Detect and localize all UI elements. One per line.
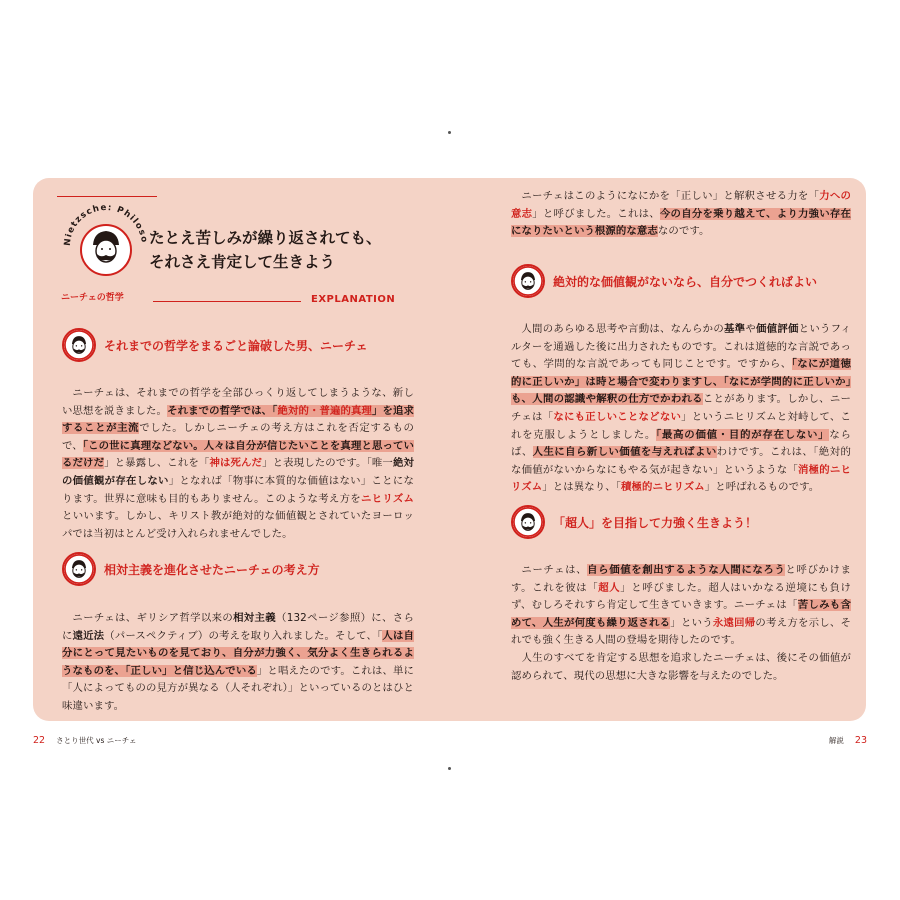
running-head-right: 解説 bbox=[828, 736, 844, 745]
nietzsche-face-icon bbox=[62, 328, 96, 362]
book-spread bbox=[33, 178, 866, 721]
main-title-line-2: それさえ肯定して生きよう bbox=[149, 253, 336, 271]
intro-paragraph: ニーチェはこのようになにかを「正しい」と解釈させる力を「力への意志」と呼びました。これは、今の自分を乗り越えて、より力強い存在になりたいという根源的な意志なのです。 bbox=[511, 190, 852, 238]
section-title: 「超人」を目指して力強く生きよう！ bbox=[553, 515, 758, 530]
section-heading-1 bbox=[62, 328, 368, 362]
nietzsche-face-icon bbox=[511, 264, 545, 298]
running-head-left: さとり世代 vs ニーチェ bbox=[56, 736, 137, 745]
badge-circle-text bbox=[57, 194, 155, 292]
section-title: それまでの哲学をまるごと論破した男、ニーチェ bbox=[104, 338, 368, 353]
registration-mark-bottom bbox=[448, 767, 451, 770]
registration-mark-top bbox=[448, 131, 451, 134]
section-body-4: ニーチェは、自ら価値を創出するような人間になろうと呼びかけます。これを彼は「超人」と呼びました。超人はいかなる逆境にも負けず、むしろそれすら肯定して生きていきます。ニーチェは「苦しみも含めて、人生が何度も繰り返される」という永遠回帰の考え方を示し、それでも強く生きる人間の登場を期待したのです。 人生のすべてを肯定する思想を追求したニーチェは、後にその価値が認められて、現代の思想に大きな影響を与えたのでした。 bbox=[511, 564, 852, 682]
section-body-2: ニーチェは、ギリシア哲学以来の相対主義（132ページ参照）に、さらに遠近法（パースペクティブ）の考えを取り入れました。そして、「人は自分にとって見たいものを見ており、自分が力強く、気分よく生きられるようなものを、「正しい」と信じ込んでいる」と唱えたのです。これは、単に「人によってものの見方が異なる（人それぞれ）」といっているのとはひと味違います。 bbox=[62, 612, 415, 712]
page-number-left bbox=[33, 735, 137, 746]
section-body-3: 人間のあらゆる思考や言動は、なんらかの基準や価値評価というフィルターを通過した後に出力されたものです。これは道徳的な言説であっても、学問的な言説であっても同じことです。ですから、「なにが道徳的に正しいか」は時と場合で変わりますし、「なにが学問的に正しいか」も、人間の認識や解釈の仕方でかわれることがあります。しかし、ニーチェは「なにも正しいことなどない」というニヒリズムと対峙して、これを克服しようとしました。「最高の価値・目的が存在しない」ならば、人生に自ら新しい価値を与えればよいわけです。これは、「絶対的な価値がないからなにもやる気が起きない」というような「消極的ニヒリズム」とは異なり、「積極的ニヒリズム」と呼ばれるものです。 bbox=[511, 323, 852, 494]
badge-label: ニーチェの哲学 bbox=[61, 293, 124, 303]
right-page bbox=[449, 178, 866, 721]
section-heading-4 bbox=[511, 505, 757, 539]
page-number: 23 bbox=[854, 735, 867, 746]
page-number: 22 bbox=[33, 735, 46, 746]
svg-text:Nietzsche: Philosophy: Nietzsche: Philoso bbox=[62, 202, 150, 247]
page-number-right bbox=[829, 735, 867, 746]
main-title-line-1: たとえ苦しみが繰り返されても、 bbox=[149, 229, 382, 247]
nietzsche-face-icon bbox=[62, 552, 96, 586]
nietzsche-face-icon bbox=[511, 505, 545, 539]
explanation-rule bbox=[153, 301, 301, 302]
section-heading-3 bbox=[511, 264, 817, 298]
philosophy-badge bbox=[57, 194, 155, 302]
section-title: 絶対的な価値観がないなら、自分でつくればよい bbox=[553, 274, 818, 289]
explanation-label: EXPLANATION bbox=[311, 294, 396, 305]
main-title bbox=[149, 226, 382, 274]
left-page bbox=[33, 178, 449, 721]
title-rule-top bbox=[57, 196, 157, 197]
section-body-1: ニーチェは、それまでの哲学を全部ひっくり返してしまうような、新しい思想を説きました。それまでの哲学では、「絶対的・普遍的真理」を追求することが主流でした。しかしニーチェの考え方はこれを否定するもので、「この世に真理などない。人々は自分が信じたいことを真理と思っているだけだ」と暴露し、これを「神は死んだ」と表現したのです。「唯一絶対の価値観が存在しない」となれば「物事に本質的な価値はない」ことになります。世界に意味も目的もありません。このような考え方をニヒリズムといいます。しかし、キリスト教が絶対的な価値観とされていたヨーロッパでは当初はとんど受け入れられませんでした。 bbox=[62, 387, 415, 540]
section-title: 相対主義を進化させたニーチェの考え方 bbox=[104, 562, 320, 577]
section-heading-2 bbox=[62, 552, 320, 586]
